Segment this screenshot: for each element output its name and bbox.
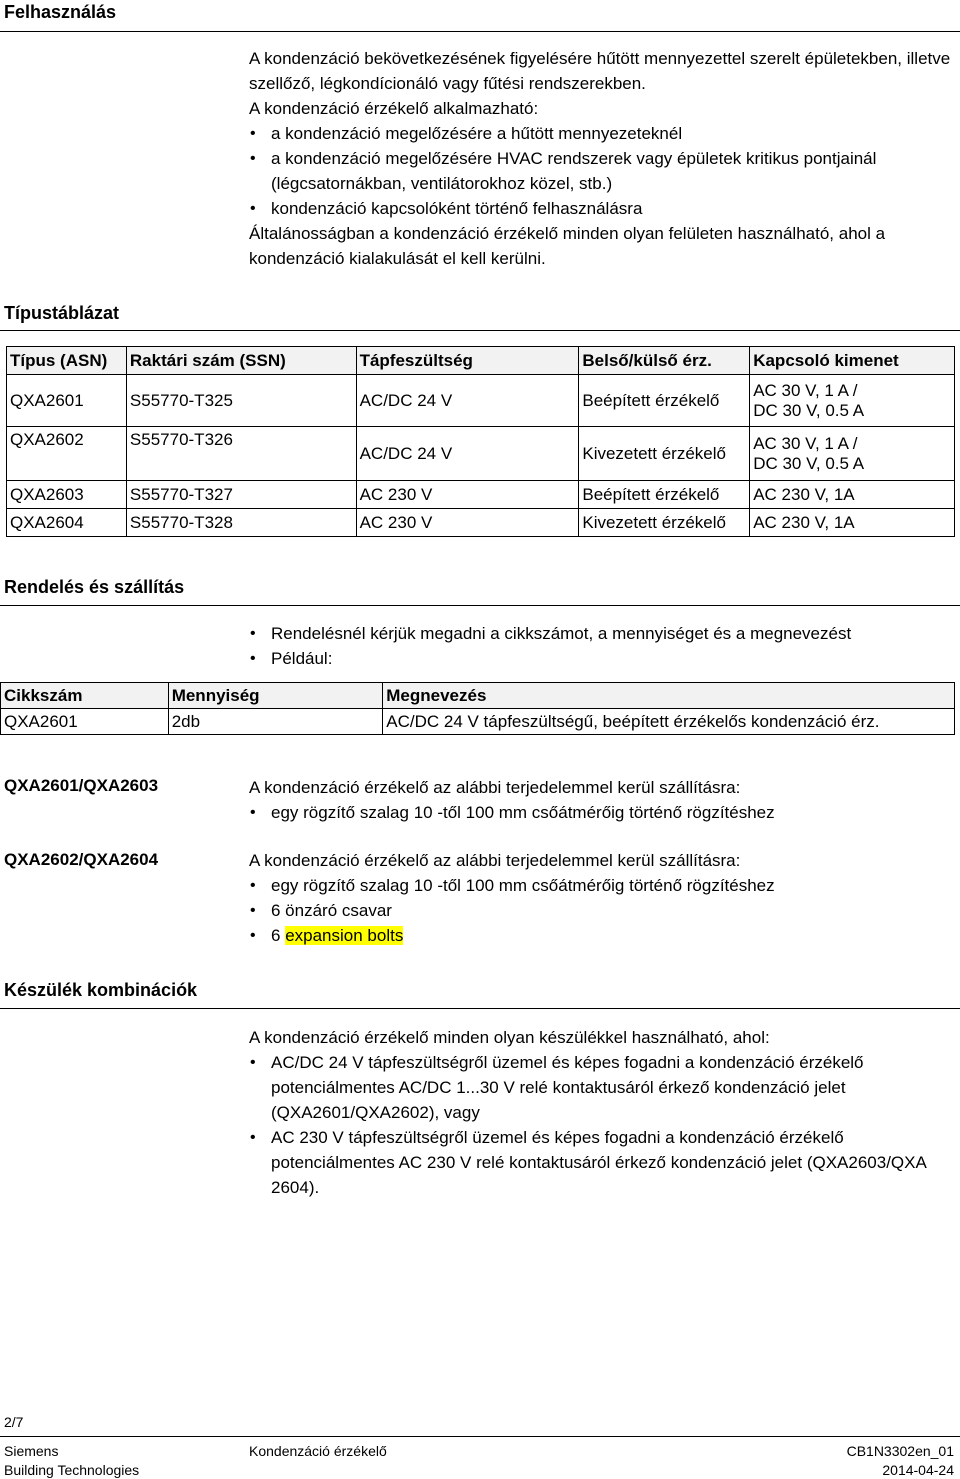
- type-table: [6, 346, 955, 537]
- table-cell: Beépített érzékelő: [579, 481, 750, 509]
- footer-date: 2014-04-24: [882, 1462, 954, 1478]
- combinations-intro: A kondenzáció érzékelő minden olyan készülékkel használható, ahol:: [249, 1028, 770, 1047]
- table-cell: S55770-T325: [126, 375, 356, 427]
- section-rule: [0, 1008, 960, 1009]
- footer-division: Building Technologies: [4, 1462, 140, 1478]
- usage-bullet-item: • kondenzáció kapcsolóként történő felhasználásra: [249, 196, 955, 221]
- table-cell: AC/DC 24 V tápfeszültségű, beépített érzékelős kondenzáció érz.: [383, 709, 955, 735]
- table-cell: QXA2603: [7, 481, 127, 509]
- usage-paragraph-1: A kondenzáció bekövetkezésének figyelésére hűtött mennyezettel szerelt épületekben, illetve szellőző, légkondícionáló vagy fűtési rendszerekben.: [249, 49, 951, 93]
- switch-output-line-1: AC 30 V, 1 A /: [753, 380, 858, 400]
- table-row: [1, 709, 955, 735]
- section-rule: [0, 31, 960, 32]
- table-cell: Kivezetett érzékelő: [579, 427, 750, 481]
- table-cell: 2db: [168, 709, 383, 735]
- table-cell: AC 230 V: [356, 509, 579, 537]
- ordering-bullet-list: [249, 621, 955, 671]
- section-heading-tipustablazat: Típustáblázat: [4, 303, 120, 323]
- column-header: Cikkszám: [1, 683, 169, 709]
- section-heading-kombinaciok: Készülék kombinációk: [4, 980, 198, 1000]
- delivery-item: • egy rögzítő szalag 10 -től 100 mm csőátmérőig történő rögzítéshez: [249, 873, 955, 898]
- table-cell: S55770-T326: [126, 427, 356, 481]
- table-row: [7, 509, 955, 537]
- delivery-item: • 6 önzáró csavar: [249, 898, 955, 923]
- section-heading-rendeles: Rendelés és szállítás: [4, 577, 185, 597]
- column-header: Raktári szám (SSN): [126, 347, 356, 375]
- column-header: Megnevezés: [383, 683, 955, 709]
- delivery-label-b: QXA2602/QXA2604: [4, 850, 159, 869]
- delivery-item: [249, 923, 955, 948]
- table-cell: QXA2601: [1, 709, 169, 735]
- table-row: [7, 427, 955, 481]
- table-cell: [750, 427, 955, 481]
- usage-block: [249, 46, 955, 271]
- delivery-list: [249, 873, 955, 948]
- footer-doc-title: Kondenzáció érzékelő: [249, 1443, 387, 1459]
- combinations-list: [249, 1050, 939, 1200]
- delivery-item: • egy rögzítő szalag 10 -től 100 mm csőátmérőig történő rögzítéshez: [249, 800, 955, 825]
- delivery-list: [249, 800, 955, 825]
- table-cell: Beépített érzékelő: [579, 375, 750, 427]
- switch-output-line-2: DC 30 V, 0.5 A: [753, 453, 865, 473]
- order-example-table: [0, 682, 955, 735]
- switch-output-line-2: DC 30 V, 0.5 A: [753, 400, 865, 420]
- table-cell: AC 230 V, 1A: [750, 481, 955, 509]
- combinations-block: [249, 1025, 955, 1200]
- table-cell: AC/DC 24 V: [356, 375, 579, 427]
- column-header: Tápfeszültség: [356, 347, 579, 375]
- delivery-item-prefix: 6: [271, 926, 286, 945]
- section-rule: [0, 605, 960, 606]
- column-header: Kapcsoló kimenet: [750, 347, 955, 375]
- table-cell: AC/DC 24 V: [356, 427, 579, 481]
- table-cell: AC 230 V: [356, 481, 579, 509]
- footer-rule: [0, 1436, 960, 1437]
- delivery-intro: A kondenzáció érzékelő az alábbi terjedelemmel kerül szállításra:: [249, 851, 741, 870]
- order-table-header-row: [1, 683, 955, 709]
- delivery-label-a: QXA2601/QXA2603: [4, 776, 159, 795]
- column-header: Típus (ASN): [7, 347, 127, 375]
- table-cell: QXA2601: [7, 375, 127, 427]
- delivery-block-a: [249, 775, 955, 825]
- switch-output-line-1: AC 30 V, 1 A /: [753, 433, 858, 453]
- combination-item: • AC 230 V tápfeszültségről üzemel és képes fogadni a kondenzáció érzékelő potenciálmentes AC 230 V relé kontaktusáról érkező kondenzáció jelet (QXA2603/QXA 2604).: [249, 1125, 939, 1200]
- column-header: Belső/külső érz.: [579, 347, 750, 375]
- table-cell: Kivezetett érzékelő: [579, 509, 750, 537]
- page-number: 2/7: [4, 1414, 24, 1430]
- usage-bullet-item: • a kondenzáció megelőzésére HVAC rendszerek vagy épületek kritikus pontjainál (légcsatornákban, ventilátorokhoz közel, stb.): [249, 146, 955, 196]
- table-cell: S55770-T327: [126, 481, 356, 509]
- table-cell: QXA2602: [7, 427, 127, 481]
- usage-bullet-item: • a kondenzáció megelőzésére a hűtött mennyezeteknél: [249, 121, 955, 146]
- column-header: Mennyiség: [168, 683, 383, 709]
- ordering-bullet-item: • Rendelésnél kérjük megadni a cikkszámot, a mennyiséget és a megnevezést: [249, 621, 955, 646]
- highlighted-text: expansion bolts: [285, 926, 404, 945]
- delivery-block-b: [249, 848, 955, 948]
- footer-company: Siemens: [4, 1443, 59, 1459]
- table-cell: QXA2604: [7, 509, 127, 537]
- table-row: [7, 481, 955, 509]
- section-rule: [0, 330, 960, 331]
- section-heading-felhasznalas: Felhasználás: [4, 2, 117, 22]
- table-cell: [750, 375, 955, 427]
- combination-item: • AC/DC 24 V tápfeszültségről üzemel és képes fogadni a kondenzáció érzékelő potenciálmentes AC/DC 1...30 V relé kontaktusáról érkező kondenzáció jelet (QXA2601/QXA2602), vagy: [249, 1050, 939, 1125]
- usage-bullet-list: [249, 121, 955, 221]
- footer-doc-id: CB1N3302en_01: [846, 1443, 954, 1459]
- type-table-header-row: [7, 347, 955, 375]
- ordering-bullet-item: • Például:: [249, 646, 955, 671]
- delivery-intro: A kondenzáció érzékelő az alábbi terjedelemmel kerül szállításra:: [249, 778, 741, 797]
- usage-paragraph-3: Általánosságban a kondenzáció érzékelő minden olyan felületen használható, ahol a kondenzáció kialakulását el kell kerülni.: [249, 224, 886, 268]
- table-row: [7, 375, 955, 427]
- table-cell: AC 230 V, 1A: [750, 509, 955, 537]
- usage-paragraph-2: A kondenzáció érzékelő alkalmazható:: [249, 99, 539, 118]
- table-cell: S55770-T328: [126, 509, 356, 537]
